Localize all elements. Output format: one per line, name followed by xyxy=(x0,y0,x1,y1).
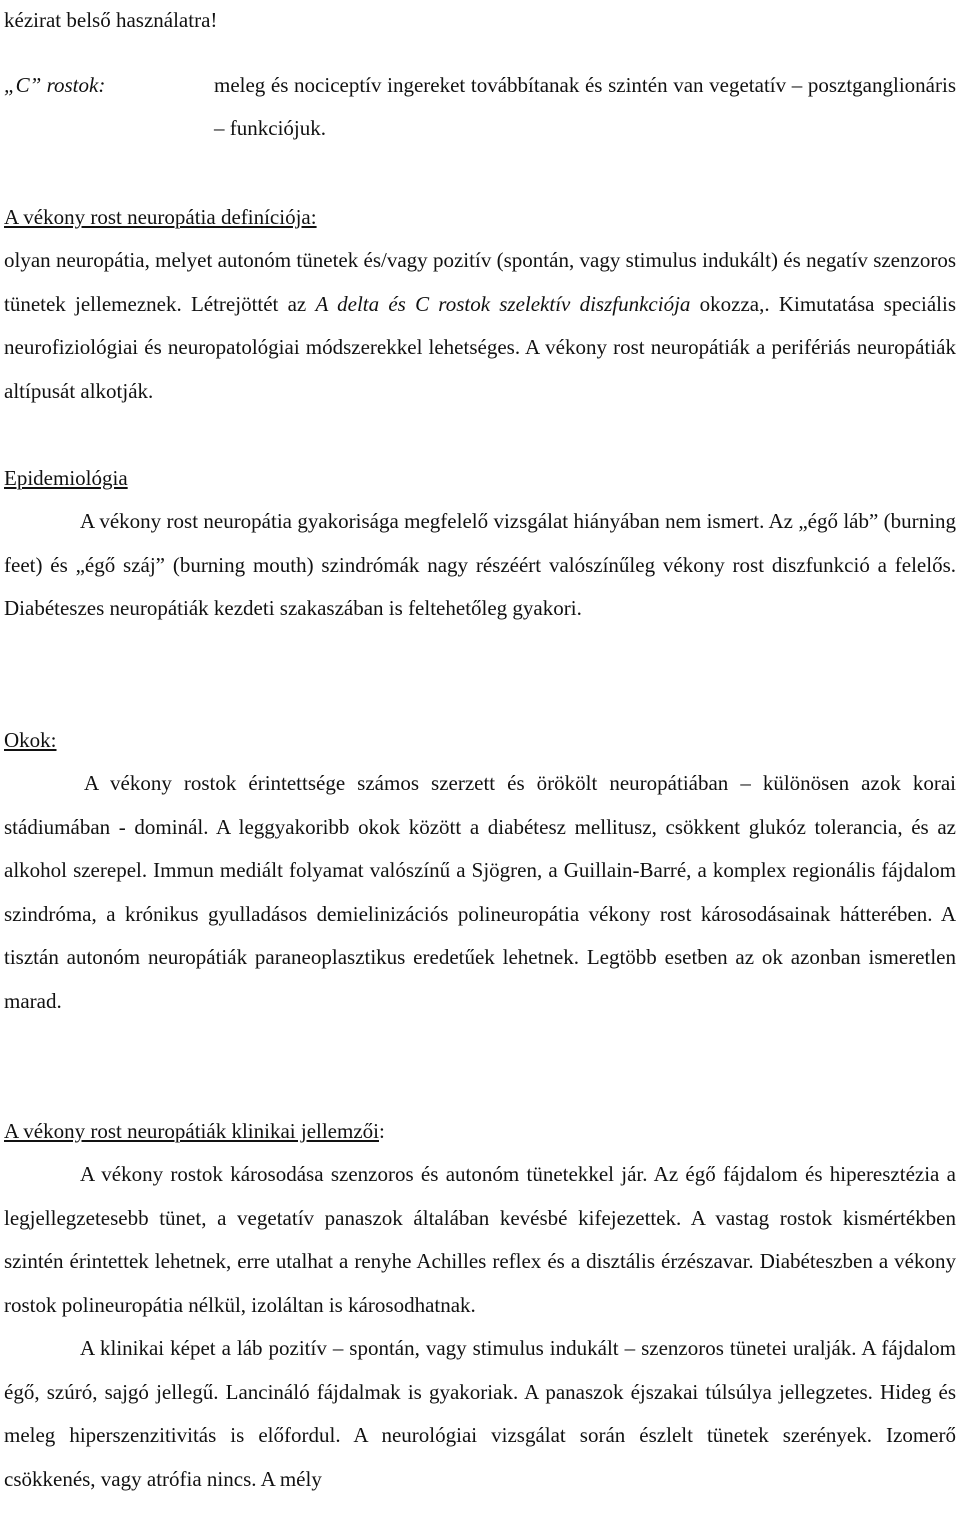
clinical-heading-line xyxy=(4,1110,956,1153)
causes-section xyxy=(4,719,956,1023)
clinical-paragraph-1: A vékony rostok károsodása szenzoros és autonóm tünetekkel jár. Az égő fájdalom és hiperesztézia a legjellegzetesebb tünet, a vegetatív panaszok általában kevésbé kifejezettek. A vastag rostok kismértékben szintén érintettek lehetnek, erre utalhat a renyhe Achilles reflex és a disztális érzészavar. Diabéteszben a vékony rostok polineuropátia nélkül, izoláltan is károsodhatnak. xyxy=(4,1162,956,1317)
epidemiology-heading: Epidemiológia xyxy=(4,466,128,490)
definition-paragraph xyxy=(4,239,956,413)
clinical-paragraph-2: A klinikai képet a láb pozitív – spontán, vagy stimulus indukált – szenzoros tünetei uralják. A fájdalom égő, szúró, sajgó jellegű. Lancináló fájdalmak is gyakoriak. A panaszok éjszakai túlsúlya jellegzetes. Hideg és meleg hiperszenzitivitás is előfordul. A neurológiai vizsgálat során észlelt tünetek szerények. Izomerő csökkenés, vagy atrófia nincs. A mély xyxy=(4,1336,956,1491)
c-fibers-row xyxy=(4,64,956,152)
clinical-heading-colon: : xyxy=(379,1119,385,1143)
clinical-heading: A vékony rost neuropátiák klinikai jellemzői xyxy=(4,1119,379,1143)
definition-text-end: okozza,. Kimutatása speciális neurofiziológiai és neuropatológiai módszerekkel lehetséges. A vékony rost neuropátiák a perifériás neuropátiák altípusát alkotják. xyxy=(4,291,956,403)
causes-heading: Okok: xyxy=(4,728,57,752)
definition-section xyxy=(4,196,956,413)
c-fibers-description: meleg és nociceptív ingereket továbbítanak és szintén van vegetatív – posztganglionáris – funkciójuk. xyxy=(214,73,956,140)
definition-heading: A vékony rost neuropátia definíciója: xyxy=(4,205,317,229)
definition-text-start: olyan neuropátia, melyet autonóm tünetek és/vagy pozitív (spontán, vagy stimulus indukált) és negatív szenzoros tünetek jellemeznek. Létrejöttét az xyxy=(4,248,956,316)
epidemiology-paragraph: A vékony rost neuropátia gyakorisága megfelelő vizsgálat hiányában nem ismert. Az „égő láb” (burning feet) és „égő száj” (burning mouth) szindrómák nagy részéért valószínűleg vékony rost diszfunkció a felelős. Diabéteszes neuropátiák kezdeti szakaszában is feltehetőleg gyakori. xyxy=(4,509,956,620)
causes-paragraph: A vékony rostok érintettsége számos szerzett és örökölt neuropátiában – különösen azok korai stádiumában - dominál. A leggyakoribb okok között a diabétesz mellitusz, csökkent glukóz tolerancia, és az alkohol szerepel. Immun mediált folyamat valószínű a Sjögren, a Guillain-Barré, a komplex regionális fájdalom szindróma, a krónikus gyulladásos demielinizációs polineuropátia vékony rost károsodásainak hátterében. A tisztán autonóm neuropátiák paraneoplasztikus eredetűek lehetnek. Legtöbb esetben az ok azonban ismeretlen marad. xyxy=(4,771,956,1013)
definition-emphasis: A delta és C rostok szelektív diszfunkciója xyxy=(315,291,691,316)
epidemiology-section xyxy=(4,457,956,631)
document-header-note: kézirat belső használatra! xyxy=(4,8,218,32)
c-fibers-label: „C” rostok: xyxy=(4,73,106,97)
clinical-section xyxy=(4,1110,956,1501)
